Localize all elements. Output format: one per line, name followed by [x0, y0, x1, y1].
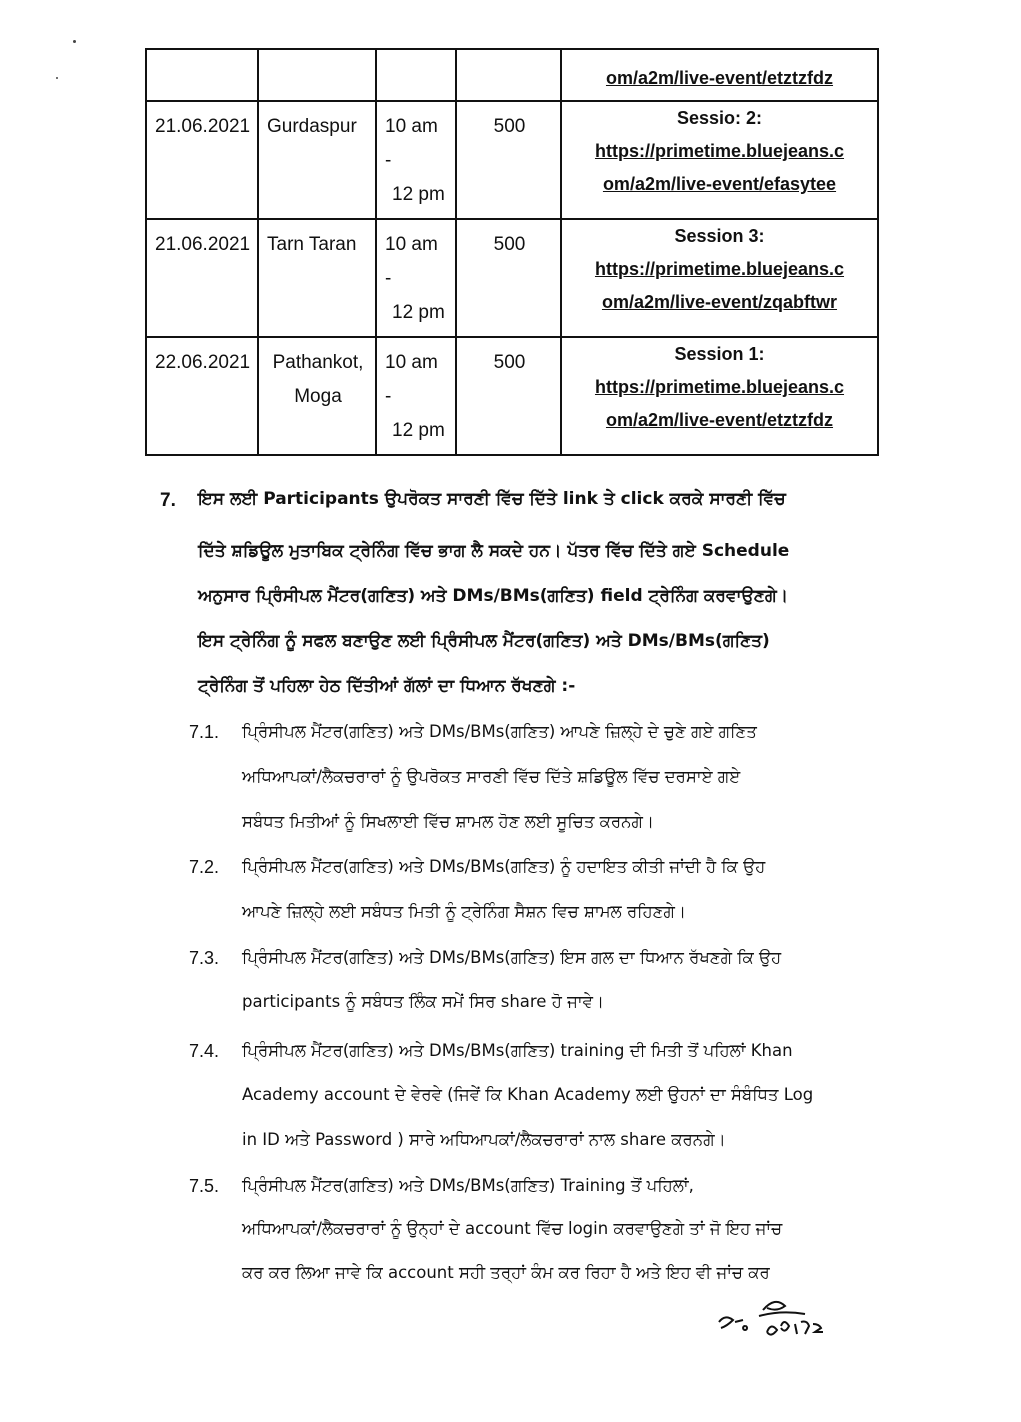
- paragraph-line: ਪ੍ਰਿੰਸੀਪਲ ਮੈਂਟਰ(ਗਣਿਤ) ਅਤੇ DMs/BMs(ਗਣਿਤ) Training ਤੋਂ ਪਹਿਲਾਂ,: [242, 1176, 694, 1195]
- session-link[interactable]: https://primetime.bluejeans.c: [594, 141, 845, 161]
- paragraph-line: ਪ੍ਰਿੰਸੀਪਲ ਮੈਂਟਰ(ਗਣਿਤ) ਅਤੇ DMs/BMs(ਗਣਿਤ) ਨੂੰ ਹਦਾਇਤ ਕੀਤੀ ਜਾਂਦੀ ਹੈ ਕਿ ਉਹ: [242, 857, 766, 876]
- paragraph-line: ਟ੍ਰੇਨਿੰਗ ਤੋਂ ਪਹਿਲਾ ਹੇਠ ਦਿੱਤੀਆਂ ਗੱਲਾਂ ਦਾ ਧਿਆਨ ਰੱਖਣਗੇ :-: [198, 676, 576, 696]
- time-cell: 10 am - 12 pm: [385, 352, 445, 441]
- paragraph-line: ਅਧਿਆਪਕਾਂ/ਲੈਕਚਰਾਰਾਂ ਨੂੰ ਉਪਰੋਕਤ ਸਾਰਣੀ ਵਿੱਚ ਦਿੱਤੇ ਸ਼ਡਿਊਲ ਵਿੱਚ ਦਰਸਾਏ ਗਏ: [242, 767, 741, 786]
- subpoint-number: 7.3.: [189, 948, 220, 968]
- session-label: Session 3:: [674, 226, 765, 246]
- session-link[interactable]: https://primetime.bluejeans.c: [594, 377, 845, 397]
- date-cell: 22.06.2021: [155, 352, 251, 373]
- district-cell: Pathankot, Moga: [272, 352, 364, 407]
- session-link[interactable]: om/a2m/live-event/zqabftwr: [601, 292, 838, 312]
- paragraph-line: ਦਿੱਤੇ ਸ਼ਡਿਊਲ ਮੁਤਾਬਿਕ ਟ੍ਰੇਨਿੰਗ ਵਿੱਚ ਭਾਗ ਲੈ ਸਕਦੇ ਹਨ। ਪੱਤਰ ਵਿੱਚ ਦਿੱਤੇ ਗਏ Schedule: [198, 541, 790, 561]
- paragraph-line: ਸਬੰਧਤ ਮਿਤੀਆਂ ਨੂੰ ਸਿਖਲਾਈ ਵਿੱਚ ਸ਼ਾਮਲ ਹੋਣ ਲਈ ਸੂਚਿਤ ਕਰਨਗੇ।: [242, 812, 655, 831]
- time-cell: 10 am - 12 pm: [385, 234, 445, 323]
- schedule-table: [145, 48, 879, 456]
- subpoint-number: 7.4.: [189, 1041, 220, 1061]
- date-cell: 21.06.2021: [155, 234, 251, 255]
- paragraph-line: ਇਸ ਲਈ Participants ਉਪਰੋਕਤ ਸਾਰਣੀ ਵਿੱਚ ਦਿੱਤੇ link ਤੇ click ਕਰਕੇ ਸਾਰਣੀ ਵਿੱਚ: [198, 489, 786, 509]
- session-link[interactable]: https://primetime.bluejeans.c: [594, 259, 845, 279]
- session-link[interactable]: om/a2m/live-event/etztzfdz: [605, 68, 834, 88]
- paragraph-line: ਇਸ ਟ੍ਰੇਨਿੰਗ ਨੂੰ ਸਫਲ ਬਣਾਉਣ ਲਈ ਪ੍ਰਿੰਸੀਪਲ ਮੈਂਟਰ(ਗਣਿਤ) ਅਤੇ DMs/BMs(ਗਣਿਤ): [198, 631, 770, 651]
- paragraph-line: ਪ੍ਰਿੰਸੀਪਲ ਮੈਂਟਰ(ਗਣਿਤ) ਅਤੇ DMs/BMs(ਗਣਿਤ) ਆਪਣੇ ਜ਼ਿਲ੍ਹੇ ਦੇ ਚੁਣੇ ਗਏ ਗਣਿਤ: [242, 722, 757, 741]
- session-link[interactable]: om/a2m/live-event/efasytee: [602, 174, 837, 194]
- paragraph-line: ਪ੍ਰਿੰਸੀਪਲ ਮੈਂਟਰ(ਗਣਿਤ) ਅਤੇ DMs/BMs(ਗਣਿਤ) ਇਸ ਗਲ ਦਾ ਧਿਆਨ ਰੱਖਣਗੇ ਕਿ ਉਹ: [242, 948, 782, 967]
- paragraph-line: ਅਨੁਸਾਰ ਪ੍ਰਿੰਸੀਪਲ ਮੈਂਟਰ(ਗਣਿਤ) ਅਤੇ DMs/BMs(ਗਣਿਤ) field ਟ੍ਰੇਨਿੰਗ ਕਰਵਾਉਣਗੇ।: [198, 586, 789, 606]
- session-link[interactable]: om/a2m/live-event/etztzfdz: [605, 410, 834, 430]
- paragraph-line: participants ਨੂੰ ਸਬੰਧਤ ਲਿੰਕ ਸਮੇਂ ਸਿਰ share ਹੋ ਜਾਵੇ।: [242, 992, 605, 1011]
- scan-speck: [56, 77, 58, 79]
- district-cell: Tarn Taran: [267, 234, 357, 255]
- paragraph-line: Academy account ਦੇ ਵੇਰਵੇ (ਜਿਵੇਂ ਕਿ Khan Academy ਲਈ ਉਹਨਾਂ ਦਾ ਸੰਬੰਧਿਤ Log: [242, 1085, 814, 1104]
- table-row: [146, 101, 878, 219]
- time-cell: 10 am - 12 pm: [385, 116, 445, 205]
- session-label: Sessio: 2:: [676, 108, 763, 128]
- participants-cell: 500: [493, 352, 526, 373]
- subpoint-number: 7.1.: [189, 722, 220, 742]
- paragraph-line: ਪ੍ਰਿੰਸੀਪਲ ਮੈਂਟਰ(ਗਣਿਤ) ਅਤੇ DMs/BMs(ਗਣਿਤ) training ਦੀ ਮਿਤੀ ਤੋਂ ਪਹਿਲਾਂ Khan: [242, 1041, 793, 1060]
- table-row: [146, 49, 878, 101]
- session-label: Session 1:: [674, 344, 765, 364]
- district-cell: Gurdaspur: [267, 116, 357, 137]
- table-row: [146, 219, 878, 337]
- paragraph-line: ਕਰ ਕਰ ਲਿਆ ਜਾਵੇ ਕਿ account ਸਹੀ ਤਰ੍ਹਾਂ ਕੰਮ ਕਰ ਰਿਹਾ ਹੈ ਅਤੇ ਇਹ ਵੀ ਜਾਂਚ ਕਰ: [242, 1263, 770, 1282]
- scan-speck: [73, 40, 76, 43]
- paragraph-line: ਅਧਿਆਪਕਾਂ/ਲੈਕਚਰਾਰਾਂ ਨੂੰ ਉਨ੍ਹਾਂ ਦੇ account ਵਿੱਚ login ਕਰਵਾਉਣਗੇ ਤਾਂ ਜੋ ਇਹ ਜਾਂਚ: [242, 1219, 783, 1238]
- participants-cell: 500: [493, 116, 526, 137]
- point-number: 7.: [160, 490, 176, 511]
- handwritten-signature: [715, 1292, 845, 1342]
- paragraph-line: in ID ਅਤੇ Password ) ਸਾਰੇ ਅਧਿਆਪਕਾਂ/ਲੈਕਚਰਾਰਾਂ ਨਾਲ share ਕਰਨਗੇ।: [242, 1130, 726, 1149]
- subpoint-number: 7.5.: [189, 1176, 220, 1196]
- subpoint-number: 7.2.: [189, 857, 220, 877]
- table-row: [146, 337, 878, 455]
- paragraph-line: ਆਪਣੇ ਜ਼ਿਲ੍ਹੇ ਲਈ ਸਬੰਧਤ ਮਿਤੀ ਨੂੰ ਟ੍ਰੇਨਿੰਗ ਸੈਸ਼ਨ ਵਿਚ ਸ਼ਾਮਲ ਰਹਿਣਗੇ।: [242, 902, 686, 921]
- date-cell: 21.06.2021: [155, 116, 251, 137]
- participants-cell: 500: [493, 234, 526, 255]
